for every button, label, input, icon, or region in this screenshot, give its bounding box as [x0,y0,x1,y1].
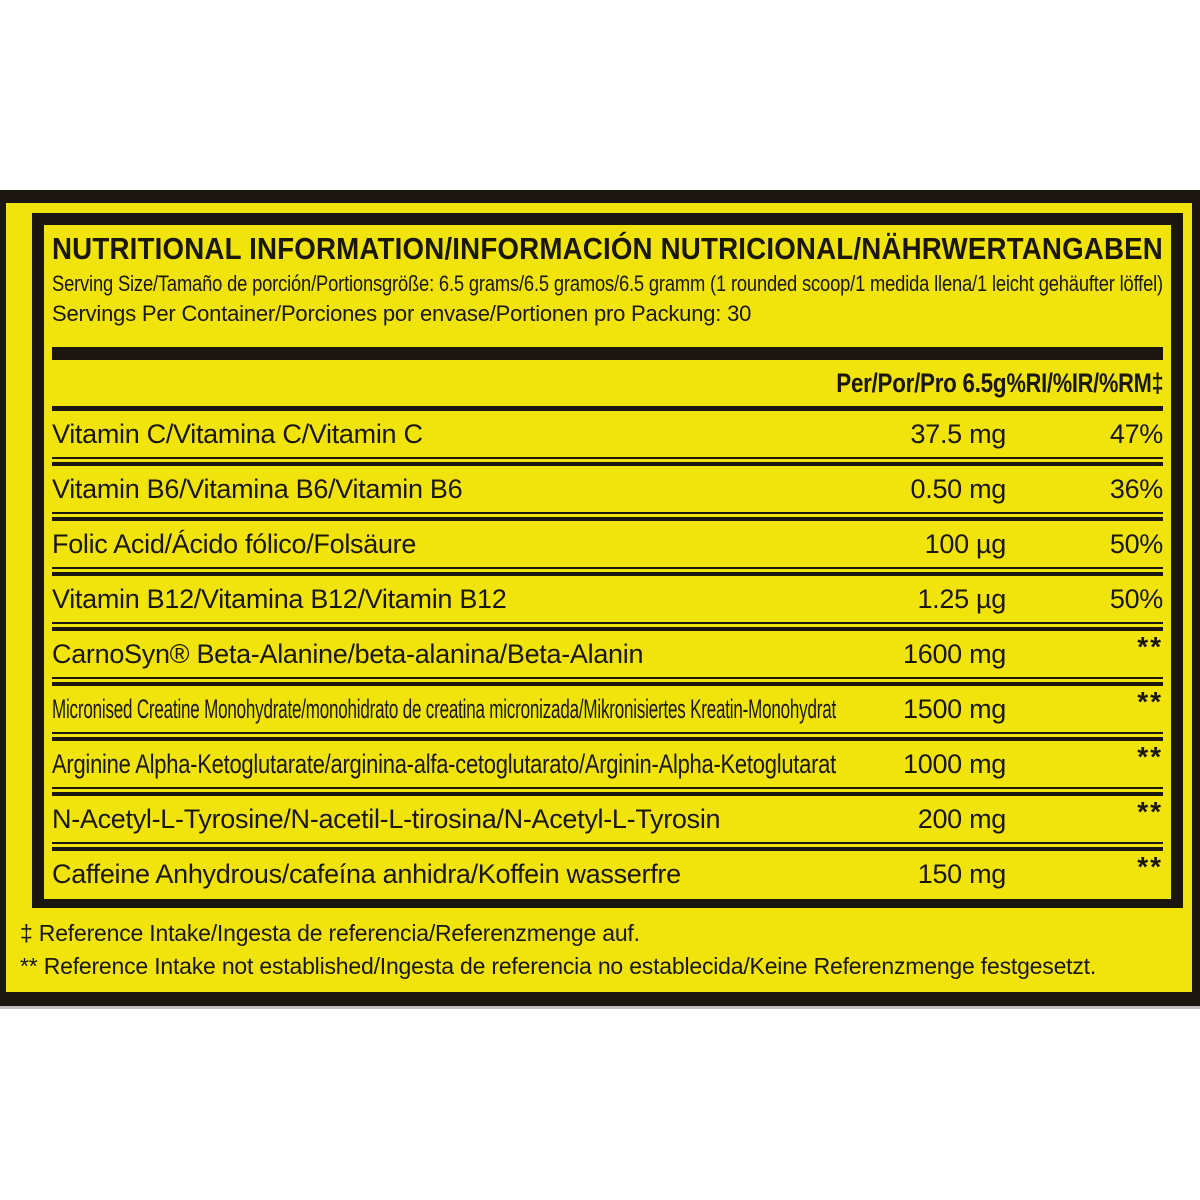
servings-per-container-line [52,299,1163,329]
serving-size-line [52,269,1163,299]
table-row [52,851,1163,897]
table-row [52,521,1163,567]
servings-per-container-text: Servings Per Container/Porciones por envase/Portionen pro Packung: 30 [52,301,752,326]
table-row [52,631,1163,677]
ingredient-name: CarnoSyn® Beta-Alanine/beta-alanina/Beta-Alanin [52,638,644,669]
row-divider [52,512,1163,521]
footnote-not-established [20,950,1172,983]
ingredient-amount: 1500 mg [903,693,1006,724]
ingredient-percent: ** [1137,796,1163,827]
nutrition-panel [32,213,1183,908]
nutrition-label [0,190,1200,1006]
row-divider [52,787,1163,796]
ingredient-name: Vitamin B12/Vitamina B12/Vitamin B12 [52,583,507,614]
ingredient-name: N-Acetyl-L-Tyrosine/N-acetil-L-tirosina/N-Acetyl-L-Tyrosin [52,803,721,834]
ingredient-amount: 1600 mg [903,638,1006,669]
table-row [52,466,1163,512]
footnote-reference-intake-text: ‡ Reference Intake/Ingesta de referencia/Referenzmenge auf. [20,920,640,946]
ingredient-percent: 50% [1109,528,1163,559]
table-row [52,686,1163,732]
ingredient-percent: ** [1137,631,1163,662]
ingredient-name: Arginine Alpha-Ketoglutarate/arginina-alfa-cetoglutarato/Arginin-Alpha-Ketoglutarat [52,748,836,779]
row-divider [52,732,1163,741]
footnote-reference-intake [20,917,1172,950]
ingredient-amount: 1000 mg [903,748,1006,779]
ingredient-amount: 37.5 mg [910,418,1006,449]
table-row [52,741,1163,787]
ingredient-name: Folic Acid/Ácido fólico/Folsäure [52,528,417,559]
serving-size-text: Serving Size/Tamaño de porción/Portionsgröße: 6.5 grams/6.5 gramos/6.5 gramm (1 rounded scoop/1 medida llena/1 leicht gehäufter löffel) [52,271,1163,296]
row-divider [52,567,1163,576]
column-header-amount [836,368,1006,399]
table-row [52,576,1163,622]
table-header-row [52,360,1163,406]
ingredient-name: Caffeine Anhydrous/cafeína anhidra/Koffein wasserfre [52,858,681,889]
row-divider [52,842,1163,851]
ingredient-percent: ** [1137,741,1163,772]
row-divider [52,622,1163,631]
ingredient-amount: 150 mg [917,858,1006,889]
table-row [52,796,1163,842]
ingredient-percent: ** [1137,851,1163,882]
ingredient-amount: 100 µg [924,528,1006,559]
row-divider [52,677,1163,686]
ingredient-name: Micronised Creatine Monohydrate/monohidrato de creatina micronizada/Mikronisiertes Kreatin-Monohydrat [52,693,836,724]
ingredient-amount: 1.25 µg [917,583,1006,614]
footnote-not-established-text: ** Reference Intake not established/Ingesta de referencia no establecida/Keine Referenzmenge festgesetzt. [20,953,1097,979]
ingredient-percent: ** [1137,686,1163,717]
ingredient-amount: 200 mg [917,803,1006,834]
ingredient-percent: 47% [1109,418,1163,449]
column-header-percent [1006,368,1163,399]
row-divider [52,457,1163,466]
panel-title-text: NUTRITIONAL INFORMATION/INFORMACIÓN NUTRICIONAL/NÄHRWERTANGABEN [52,231,1163,266]
ingredient-amount: 0.50 mg [910,473,1006,504]
column-header-percent-text: %RI/%IR/%RM‡ [1006,367,1163,398]
nutrition-table-rows [52,411,1163,897]
panel-title [52,229,1163,269]
footnotes [6,908,1192,983]
ingredient-name: Vitamin C/Vitamina C/Vitamin C [52,418,423,449]
ingredient-percent: 36% [1109,473,1163,504]
ingredient-percent: 50% [1109,583,1163,614]
column-header-amount-text: Per/Por/Pro 6.5g [836,367,1006,398]
ingredient-name: Vitamin B6/Vitamina B6/Vitamin B6 [52,473,463,504]
section-divider-bar [52,347,1163,360]
table-row [52,411,1163,457]
